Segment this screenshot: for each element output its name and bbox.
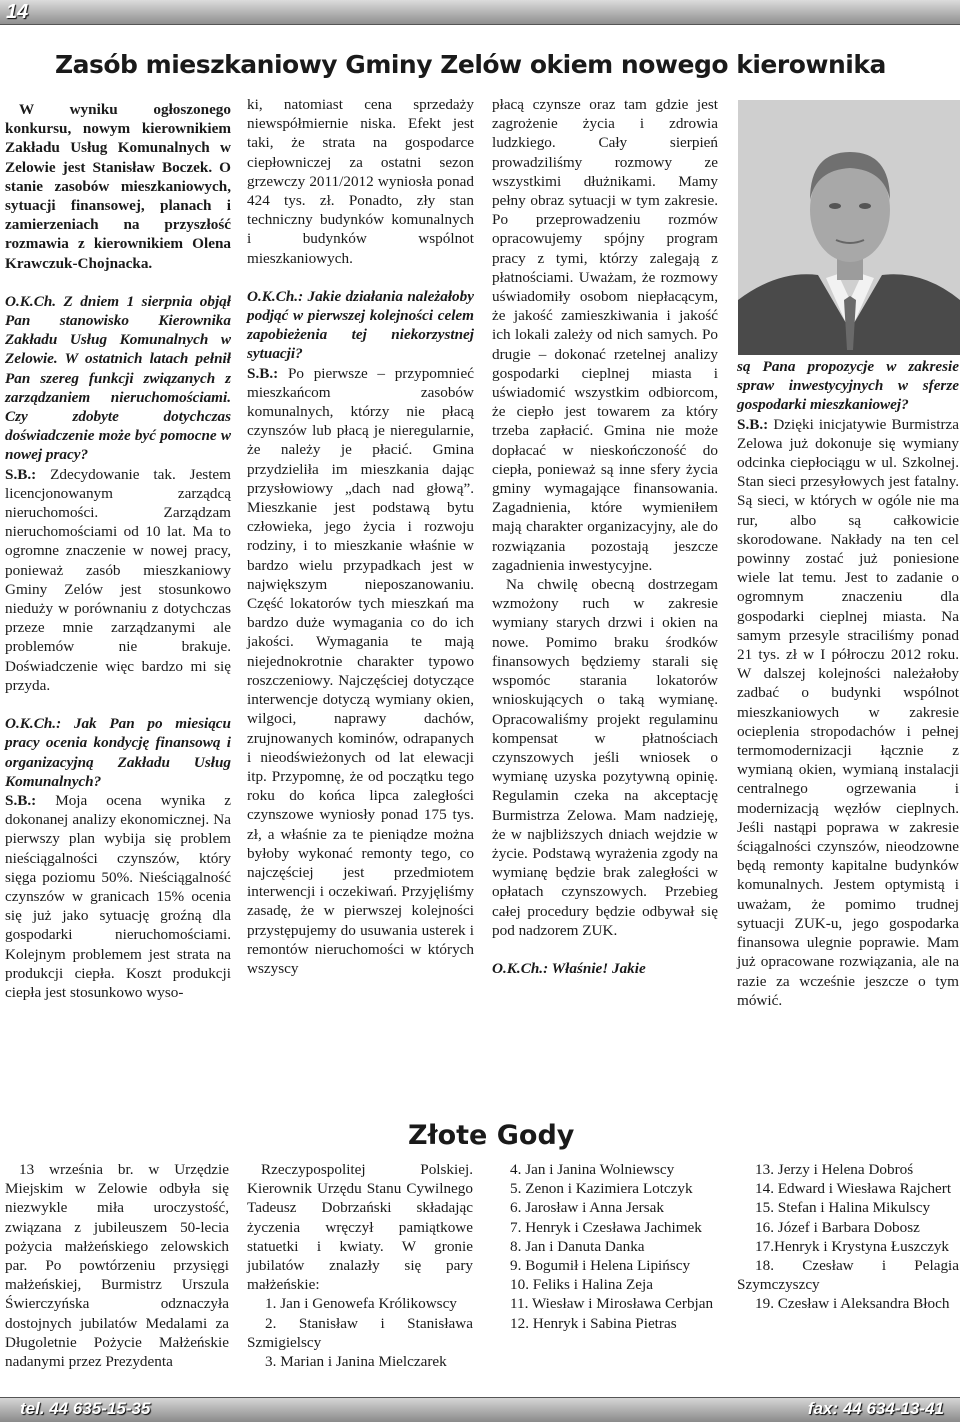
portrait-photo	[738, 100, 960, 355]
gody-intro-col1	[5, 1160, 229, 1371]
couple-list-item: 13. Jerzy i Helena Dobroś	[755, 1161, 914, 1178]
answer-text: Zdecydowanie tak. Jestem licencjonowanym zarządcą nieruchomości. Zarządzam nieruchomościami od 10 lat. Ma to ogromne znaczenie w nowej pracy, ponieważ zasób mieszkaniowy Gminy Zelów jest stosunkowo nieduży w porównaniu z dotychczas przeze mnie zarządzanymi ale problemów nie brakuje. Doświadczenie więc bardzo mi się przyda.	[5, 465, 231, 694]
couple-list-item: 6. Jarosław i Anna Jersak	[510, 1199, 664, 1217]
paragraph-gap	[5, 273, 231, 292]
paragraph-gap	[5, 695, 231, 714]
couple-list-item: 19. Czesław i Aleksandra Błoch	[755, 1295, 950, 1313]
footer-fax: fax: 44 634-13-41	[807, 1399, 944, 1418]
article-paragraph: Na chwilę obecną dostrzegam wzmożony ruch w zakresie wymiany starych drzwi i okien na nowe. Pomimo braku środków finansowych będziemy starali się wspomóc starania lokatorów wnioskujących o taką wymianę. Opracowaliśmy projekt regulaminu kompensat w płatnościach czynszowych jeśli wniosek o wymianę uzyska pozytywną opinię. Regulamin czeka na akceptację Burmistrza Zelowa. Mam nadzieję, że w najbliższych dniach wejdzie w życie. Podstawą wyrażenia zgody na wymianę będzie brak zaległości w opłatach czynszowych. Przebieg całej procedury będzie odbywał się pod nadzorem ZUK.	[492, 576, 718, 939]
couples-list-2	[492, 1160, 718, 1333]
interview-question: O.K.Ch.: Jakie działania należałoby podjąć w pierwszej kolejności celem zapobieżenia tej niekorzystnej sytuacji?	[247, 287, 474, 363]
section-title-zlote-gody: Złote Gody	[408, 1120, 575, 1151]
interview-question: O.K.Ch.: Właśnie! Jakie	[492, 959, 646, 977]
article-paragraph: ki, natomiast cena sprzedaży niewspółmiernie niska. Efekt jest taki, że strata na gospodarce ciepłowniczej za ostatni sezon grzewczy 2011/2012 wyniosła ponad 424 tys. zł. Ponadto, zły stan techniczny budynków komunalnych i budynków wspólnot mieszkaniowych.	[247, 96, 474, 267]
article-column-3	[492, 95, 718, 978]
couple-list-item: 12. Henryk i Sabina Pietras	[510, 1314, 677, 1332]
couple-list-item: 8. Jan i Danuta Danka	[510, 1237, 645, 1255]
couple-list-item: 15. Stefan i Halina Mikulscy	[755, 1199, 931, 1217]
article-column-2	[247, 95, 474, 978]
couple-list-item: 5. Zenon i Kazimiera Lotczyk	[510, 1180, 693, 1198]
couple-list-item: 2. Stanisław i Stanisława Szmigielscy	[247, 1314, 473, 1351]
couple-list-item: 7. Henryk i Czesława Jachimek	[510, 1218, 702, 1236]
article-paragraph: płacą czynsze oraz tam gdzie jest zagrożenie życia i zdrowia ludzkiego. Cały sierpień prowadziliśmy rozmowy ze wszystkimi dłużnikami. Mamy pełny obraz sytuacji w tym zakresie. Po przeprowadzeniu rozmów opracowujemy spójny program pracy z tymi, którzy zalegają z płatnościami. Uważam, że rozmowy uświadomiły osobom niepłacącym, że jakość zamieszkiwania i jakość ich lokali zależy od nich samych. Po drugie – dokonać rzetelnej analizy gospodarki cieplnej miasta i uświadomić wszystkim odbiorcom, że ciepło jest towarem za który trzeba zapłacić. Gmina nie może dopłacać w nieskończoność do ciepła, ponieważ są inne sfery życia gminy wymagające finansowania. Zagadnienia, które wymieniłem mają charakter organizacyjny, ale do rozwiązania pozostają jeszcze zagadnienia inwestycyjne.	[492, 96, 718, 574]
couples-list-3	[737, 1160, 959, 1314]
article-paragraph	[5, 465, 231, 695]
answer-text: Po pierwsze – przypomnieć mieszkańcom zasobów komunalnych, którzy nie płacą czynszów lub płacą je nieregularnie, że należy je płacić. Gmina przydzieliła im mieszkania dając przysłowiowy „dach nad głową”. Mieszkanie jest podstawą bytu człowieka, jego życia i rozwoju rodziny, i to mieszkanie właśnie w bardzo wielu przypadkach jest w największym nieposzanowaniu. Część lokatorów tych mieszkań ma bardzo duże wymagania co do ich jakości. Wymagania te mają niejednokrotnie charakter typowo roszczeniowy. Najczęściej dotyczące interwencje dotyczą wymiany okien, wilgoci, naprawy dachów, zrujnowanych kominów, odrapanych i nieodświeżonych od lat elewacji itp. Przypomnę, że od początku tego roku do końca lipca zaległości czynszowe wyniosły ponad 175 tys. zł, a właśnie za te pieniądze można byłoby wykonać remonty tego, co najczęściej jest przedmiotem interwencji i oczekiwań. Przyjęliśmy zasadę, że w pierwszej kolejności przystępujemy do usuwania usterek i remontów nieruchomości w których wszyscy	[247, 364, 474, 977]
couple-list-item: 4. Jan i Janina Wolniewscy	[510, 1161, 675, 1178]
gody-intro-text-2: Rzeczypospolitej Polskiej. Kierownik Urzędu Stanu Cywilnego Tadeusz Dobrzański składając życzenia wręczył pamiątkowe statuetki i kwiaty. W gronie jubilatów znalazły się pary małżeńskie:	[247, 1161, 473, 1294]
page-number: 14	[6, 1, 29, 23]
couple-list-item: 10. Feliks i Halina Zeja	[510, 1276, 653, 1294]
article-paragraph	[5, 791, 231, 1002]
article-column-4	[737, 357, 959, 1010]
answer-text: Dzięki inicjatywie Burmistrza Zelowa już dokonuje się wymiany odcinka ciepłociągu w ul. Szkolnej. Stan sieci przesyłowych jest fatalny. Są sieci, w których w ogóle nie ma rur, albo są całkowicie skorodowane. Nakłady na ten cel powinny zostać już poniesione wiele lat temu. Jest to zadanie o ogromnym znaczeniu dla gospodarki cieplnej miasta. Na samym przesyle straciliśmy ponad 21 tys. zł w I półroczu 2012 roku. W dalszej kolejności należałoby zadbać o budynki wspólnot mieszkaniowych w zakresie ocieplenia stropodachów i pełnej termomodernizacji łącznie z wymianą okien, wymianą instalacji centralnego ogrzewania i modernizacją węzłów cieplnych. Jeśli nastąpi poprawa w zakresie ściągalności czynszów, nieodzowne będą remonty kapitalne budynków komunalnych. Jestem optymistą i uważam, że pomimo trudnej sytuacji ZUK-u, jego gospodarka finansowa ulegnie poprawie. Mam już opracowane rozwiązania, ale na razie za wcześnie jeszcze o tym mówić.	[737, 415, 959, 1009]
couple-list-item: 9. Bogumił i Helena Lipińscy	[510, 1257, 691, 1275]
interview-question: O.K.Ch.: Jak Pan po miesiącu pracy ocenia kondycję finansową i organizacyjną Zakładu Usług Komunalnych?	[5, 715, 231, 790]
article-paragraph	[247, 364, 474, 979]
article-column-1	[5, 100, 231, 1002]
couple-list-item: 17.Henryk i Krystyna Łuszczyk	[755, 1237, 950, 1255]
couple-list-item: 1. Jan i Genowefa Królikowscy	[265, 1295, 457, 1313]
header-bar	[0, 0, 960, 25]
couples-list-1	[247, 1294, 473, 1371]
couple-list-item: 14. Edward i Wiesława Rajchert	[755, 1180, 952, 1198]
answer-text: Moja ocena wynika z dokonanej analizy ekonomicznej. Na pierwszy plan wybija się problem nieściągalności czynszów, który sięga poziomu 50%. Nieściągalność czynszów w granicach 15% ocenia się już jako sytuację groźną dla gospodarki nieruchomościami. Kolejnym problemem jest strata na produkcji ciepła. Koszt produkcji ciepła jest stosunkowo wyso-	[5, 791, 231, 1001]
couple-list-item: 16. Józef i Barbara Dobosz	[755, 1218, 920, 1236]
article-headline: Zasób mieszkaniowy Gminy Zelów okiem nowego kierownika	[55, 50, 886, 79]
couple-list-item: 11. Wiesław i Mirosława Cerbjan	[510, 1295, 714, 1313]
article-paragraph	[737, 415, 959, 1010]
interview-question: są Pana propozycje w zakresie spraw inwestycyjnych w sferze gospodarki mieszkaniowej?	[737, 358, 959, 414]
couple-list-item: 3. Marian i Janina Mielczarek	[265, 1353, 447, 1371]
gody-intro-text: 13 września br. w Urzędzie Miejskim w Zelowie odbyła się niezwykle miła uroczystość, związana z jubileuszem 50-lecia pożycia małżeńskiego zelowskich par. Po powtórzeniu przysięgi małżeńskiej, Burmistrz Urszula Świerczyńska odznaczyła dostojnych jubilatów Medalami za Długoletnie Pożycie Małżeńskie nadanymi przez Prezydenta	[5, 1161, 229, 1371]
paragraph-gap	[492, 940, 718, 959]
article-lead: W wyniku ogłoszonego konkursu, nowym kierownikiem Zakładu Usług Komunalnych w Zelowie jest Stanisław Boczek. O stanie zasobów mieszkaniowych, sytuacji finansowej, planach i zamierzeniach na przyszłość rozmawia z kierownikiem Olena Krawczuk-Chojnacka.	[5, 101, 231, 272]
speaker-label: S.B.:	[737, 415, 769, 433]
interview-question: O.K.Ch. Z dniem 1 sierpnia objął Pan stanowisko Kierownika Zakładu Usług Komunalnych w Zelowie. W ostatnich latach pełnił Pan szereg funkcji związanych z zarządzaniem nieruchomościami. Czy zdobyte dotychczas doświadczenie może być pomocne w nowej pracy?	[5, 292, 231, 464]
speaker-label: S.B.:	[5, 791, 37, 809]
speaker-label: S.B.:	[247, 364, 279, 382]
paragraph-gap	[247, 268, 474, 287]
speaker-label: S.B.:	[5, 465, 37, 483]
footer-phone: tel. 44 635-15-35	[20, 1399, 151, 1418]
couple-list-item: 18. Czesław i Pelagia Szymczyszcy	[737, 1257, 959, 1294]
gody-col2	[247, 1160, 473, 1371]
